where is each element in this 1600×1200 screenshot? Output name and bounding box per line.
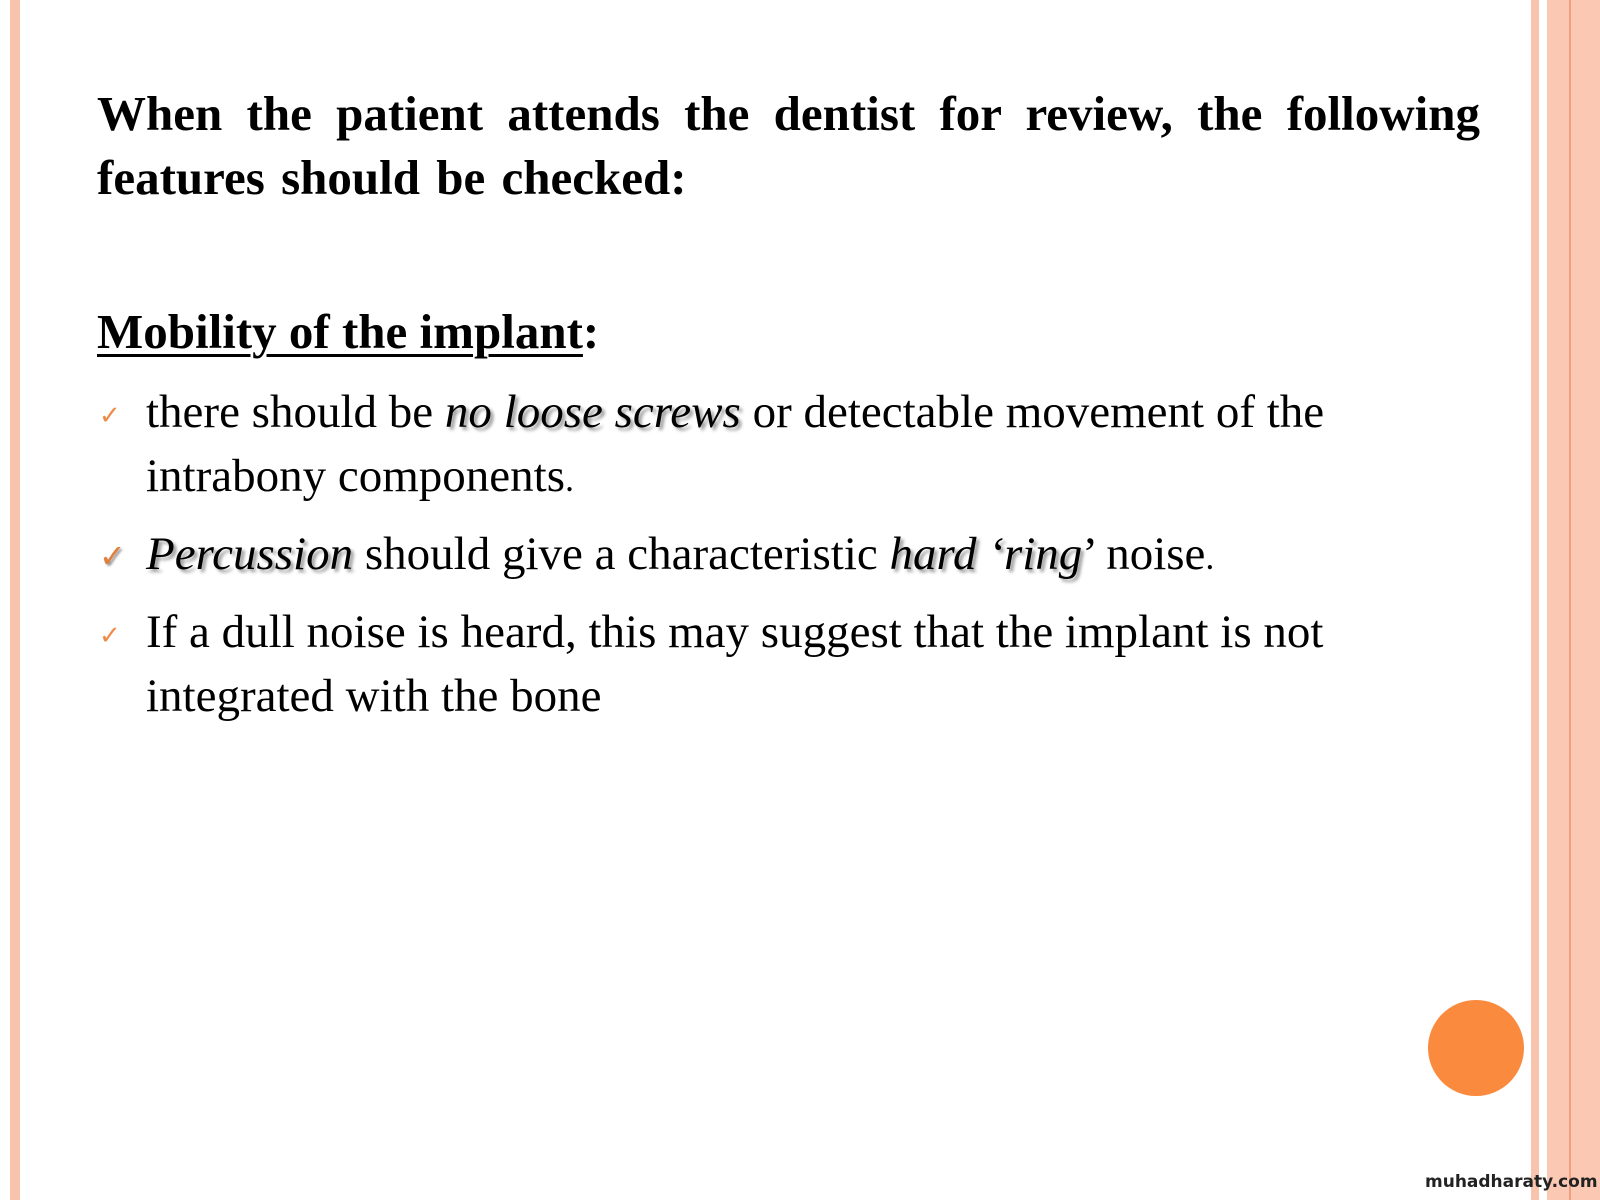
right-border-stripe [1531,0,1539,1200]
list-item [97,380,1487,511]
emphasis-text: Percussion [146,528,354,580]
bullet-period: . [565,459,575,499]
bullet-text: or detectable movement of the intrabony components [146,386,1325,502]
bullet-period: . [1205,537,1215,577]
check-icon: ✓ [99,621,121,651]
right-border-line [1569,0,1571,1200]
emphasis-text: hard ‘ring [889,528,1083,580]
bullet-text: ’ noise [1082,528,1206,580]
list-item [97,600,1487,728]
subheading-colon: : [582,304,600,359]
orange-circle-decoration [1428,1000,1524,1096]
bullet-text: If a dull noise is heard, this may suggest that the implant is not integrated with the bone [146,606,1324,722]
emphasis-text: no loose screws [444,386,741,438]
list-item [97,522,1487,589]
right-border-band [1547,0,1600,1200]
section-subheading [97,300,599,364]
slide-heading: When the patient attends the dentist for review, the following features should be checked: [97,86,1480,205]
subheading-title: Mobility of the implant [97,304,583,359]
check-icon: ✓ [99,537,126,575]
watermark: muhadharaty.com [1425,1172,1598,1192]
bullet-text: should give a characteristic [353,528,890,580]
bullet-text: there should be [146,386,445,438]
check-icon: ✓ [99,401,121,431]
bullet-list [97,380,1487,739]
left-border-stripe [10,0,20,1200]
